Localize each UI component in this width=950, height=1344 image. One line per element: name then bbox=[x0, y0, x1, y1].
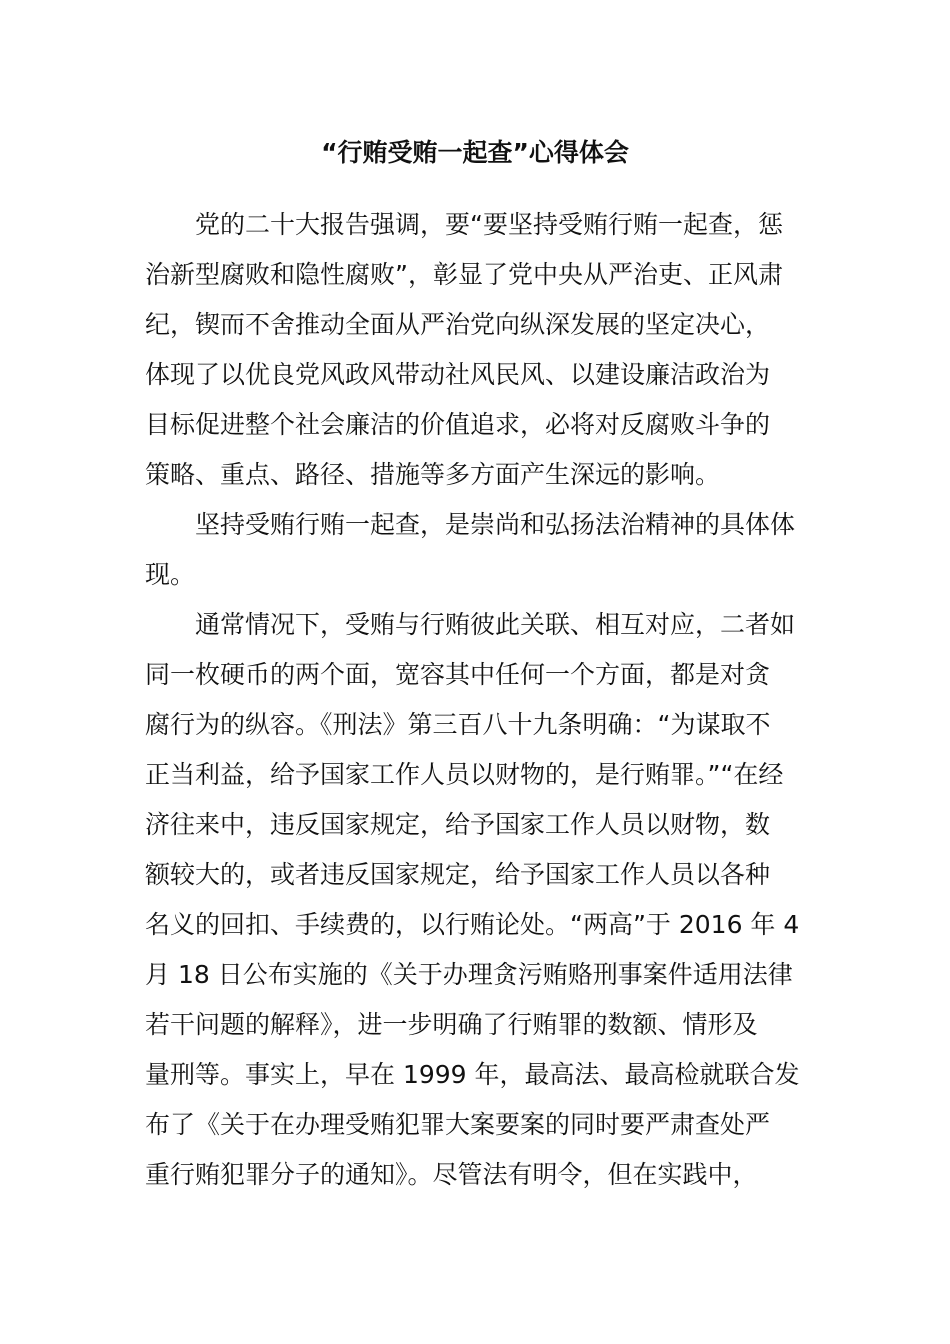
text-line: 腐行为的纵容。《刑法》第三百八十九条明确：“为谋取不 bbox=[145, 710, 771, 739]
text-line: 目标促进整个社会廉洁的价值追求，必将对反腐败斗争的 bbox=[145, 410, 771, 439]
document-title: “行贿受贿一起查”心得体会 bbox=[321, 138, 629, 167]
text-line: 同一枚硬币的两个面，宽容其中任何一个方面，都是对贪 bbox=[145, 660, 771, 689]
text-line: 额较大的，或者违反国家规定，给予国家工作人员以各种 bbox=[145, 860, 771, 889]
text-line: 纪，锲而不舍推动全面从严治党向纵深发展的坚定决心， bbox=[145, 310, 771, 339]
text-line: 现。 bbox=[145, 560, 196, 589]
text-line: 布了《关于在办理受贿犯罪大案要案的同时要严肃查处严 bbox=[145, 1110, 771, 1139]
text-line: 体现了以优良党风政风带动社风民风、以建设廉洁政治为 bbox=[145, 360, 771, 389]
text-line: 坚持受贿行贿一起查，是崇尚和弘扬法治精神的具体体 bbox=[145, 510, 796, 539]
text-line: 治新型腐败和隐性腐败”，彰显了党中央从严治吏、正风肃 bbox=[145, 260, 783, 289]
text-line: 正当利益，给予国家工作人员以财物的，是行贿罪。”“在经 bbox=[145, 760, 784, 789]
text-line: 重行贿犯罪分子的通知》。尽管法有明令，但在实践中， bbox=[145, 1160, 758, 1189]
text-line: 名义的回扣、手续费的，以行贿论处。“两高”于 2016 年 4 bbox=[145, 910, 800, 939]
text-line: 通常情况下，受贿与行贿彼此关联、相互对应，二者如 bbox=[145, 610, 796, 639]
text-line: 策略、重点、路径、措施等多方面产生深远的影响。 bbox=[145, 460, 721, 489]
text-line: 量刑等。事实上，早在 1999 年，最高法、最高检就联合发 bbox=[145, 1060, 800, 1089]
text-line: 若干问题的解释》，进一步明确了行贿罪的数额、情形及 bbox=[145, 1010, 758, 1039]
text-line: 济往来中，违反国家规定，给予国家工作人员以财物，数 bbox=[145, 810, 771, 839]
text-line: 党的二十大报告强调，要“要坚持受贿行贿一起查，惩 bbox=[145, 210, 783, 239]
text-line: 月 18 日公布实施的《关于办理贪污贿赂刑事案件适用法律 bbox=[145, 960, 793, 989]
